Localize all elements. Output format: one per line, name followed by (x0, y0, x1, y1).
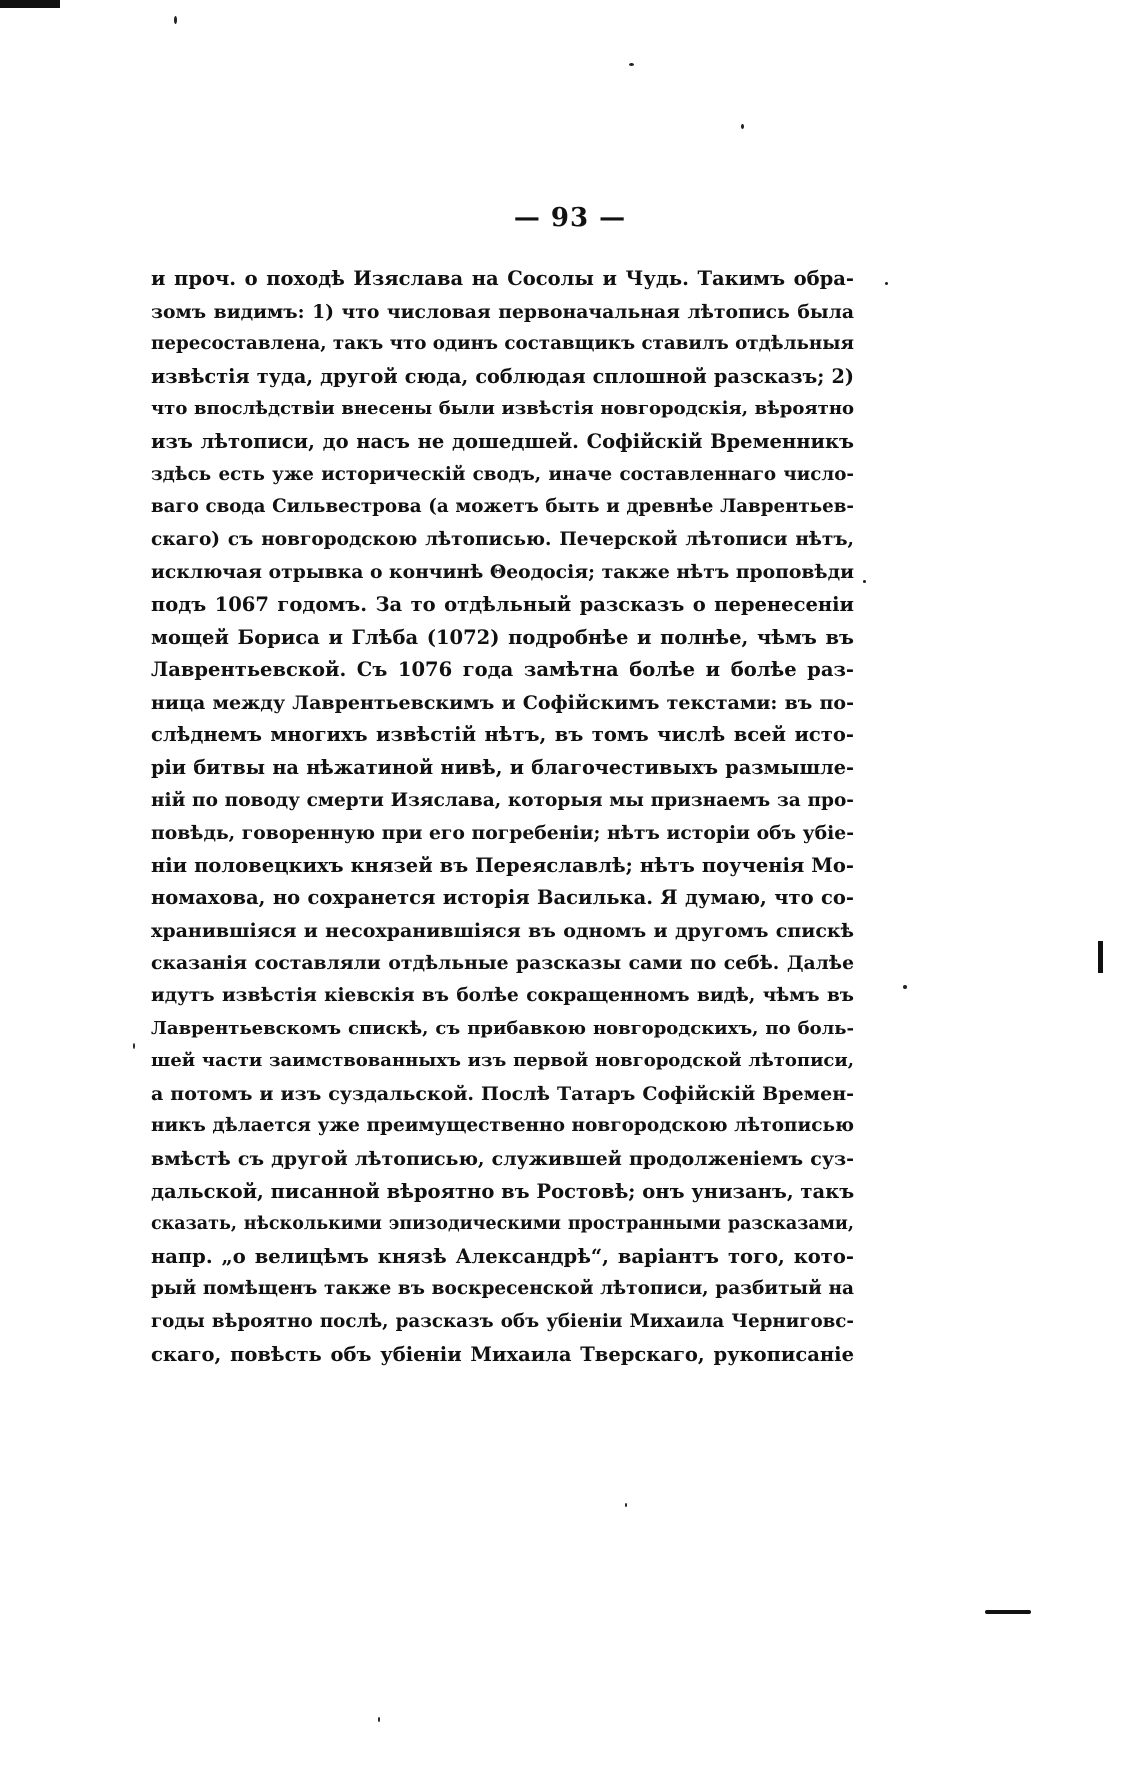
scan-speck (885, 282, 888, 285)
text-line: рый помѣщенъ также въ воскресенской лѣтописи, разбитый на (151, 1278, 854, 1300)
text-line: хранившіяся и несохранившіяся въ одномъ и другомъ спискѣ (151, 919, 854, 942)
text-line: здѣсь есть уже историческій сводъ, иначе составленнаго число- (151, 463, 854, 485)
text-line: номахова, но сохранется исторія Василька. Я думаю, что со- (151, 886, 854, 910)
scan-speck (629, 63, 634, 66)
text-line: вмѣстѣ съ другой лѣтописью, служившей продолженіемъ суз- (151, 1148, 854, 1171)
text-line: ница между Лаврентьевскимъ и Софійскимъ текстами: въ по- (151, 691, 854, 714)
scan-speck (174, 16, 177, 24)
text-line: скаго) съ новгородскою лѣтописью. Печерской лѣтописи нѣтъ, (151, 528, 854, 550)
text-line: годы вѣроятно послѣ, разсказъ объ убіеніи Михаила Черниговс- (151, 1311, 854, 1332)
text-line: ніи половецкихъ князей въ Переяславлѣ; нѣтъ поученія Мо- (151, 853, 854, 877)
text-line: ній по поводу смерти Изяслава, которыя мы признаемъ за про- (151, 789, 854, 811)
text-line: извѣстія туда, другой сюда, соблюдая сплошной разсказъ; 2) (151, 364, 854, 388)
text-line: сказанія составляли отдѣльные разсказы сами по себѣ. Далѣе (151, 952, 854, 975)
text-line: повѣдь, говоренную при его погребеніи; нѣтъ исторіи объ убіе- (151, 822, 854, 845)
text-line: исключая отрывка о кончинѣ Θеодосія; также нѣтъ проповѣди (151, 561, 854, 584)
text-line: идутъ извѣстія кіевскія въ болѣе сокращенномъ видѣ, чѣмъ въ (151, 985, 854, 1007)
text-line: Лаврентьевскомъ спискѣ, съ прибавкою новгородскихъ, по боль- (151, 1017, 854, 1039)
margin-mark (1098, 941, 1103, 973)
text-line: сказать, нѣсколькими эпизодическими пространными разсказами, (151, 1214, 854, 1235)
scan-speck (903, 985, 907, 989)
text-line: пересоставлена, такъ что одинъ составщикъ ставилъ отдѣльныя (151, 333, 854, 355)
text-line: что впослѣдствіи внесены были извѣстія новгородскія, вѣроятно (151, 398, 854, 420)
text-line: подъ 1067 годомъ. За то отдѣльный разсказъ о перенесеніи (151, 592, 854, 616)
text-line: ваго свода Сильвестрова (а можетъ быть и древнѣе Лаврентьев- (151, 496, 854, 518)
edge-mark (985, 1610, 1031, 1614)
scan-speck (863, 580, 866, 583)
text-line: напр. „о велицѣмъ князѣ Александрѣ“, варіантъ того, кото- (151, 1244, 854, 1268)
scan-artifact-corner (0, 0, 60, 8)
text-line: а потомъ и изъ суздальской. Послѣ Татаръ Софійскій Времен- (151, 1082, 854, 1105)
text-line: зомъ видимъ: 1) что числовая первоначальная лѣтопись была (151, 300, 854, 323)
text-line: никъ дѣлается уже преимущественно новгородскою лѣтописью (151, 1115, 854, 1137)
text-line: изъ лѣтописи, до насъ не дошедшей. Софійскій Временникъ (151, 429, 854, 453)
scan-speck (625, 1503, 627, 1507)
scan-speck (741, 124, 744, 129)
text-line: мощей Бориса и Глѣба (1072) подробнѣе и полнѣе, чѣмъ въ (151, 625, 854, 649)
text-line: Лаврентьевской. Съ 1076 года замѣтна болѣе и болѣе раз- (151, 658, 854, 682)
scan-speck (133, 1043, 135, 1049)
scan-speck (378, 1717, 380, 1722)
text-line: и проч. о походѣ Изяслава на Сосолы и Чудь. Такимъ обра- (151, 267, 854, 290)
text-line: дальской, писанной вѣроятно въ Ростовѣ; онъ унизанъ, такъ (151, 1179, 854, 1203)
text-line: шей части заимствованныхъ изъ первой новгородской лѣтописи, (151, 1050, 854, 1072)
text-line: ріи битвы на нѣжатиной нивѣ, и благочестивыхъ размышле- (151, 755, 854, 779)
page-number: — 93 — (513, 203, 627, 233)
text-line: скаго, повѣсть объ убіеніи Михаила Тверскаго, рукописаніе (151, 1342, 854, 1366)
body-text (151, 263, 854, 1371)
text-line: слѣднемъ многихъ извѣстій нѣтъ, въ томъ числѣ всей исто- (151, 723, 854, 747)
